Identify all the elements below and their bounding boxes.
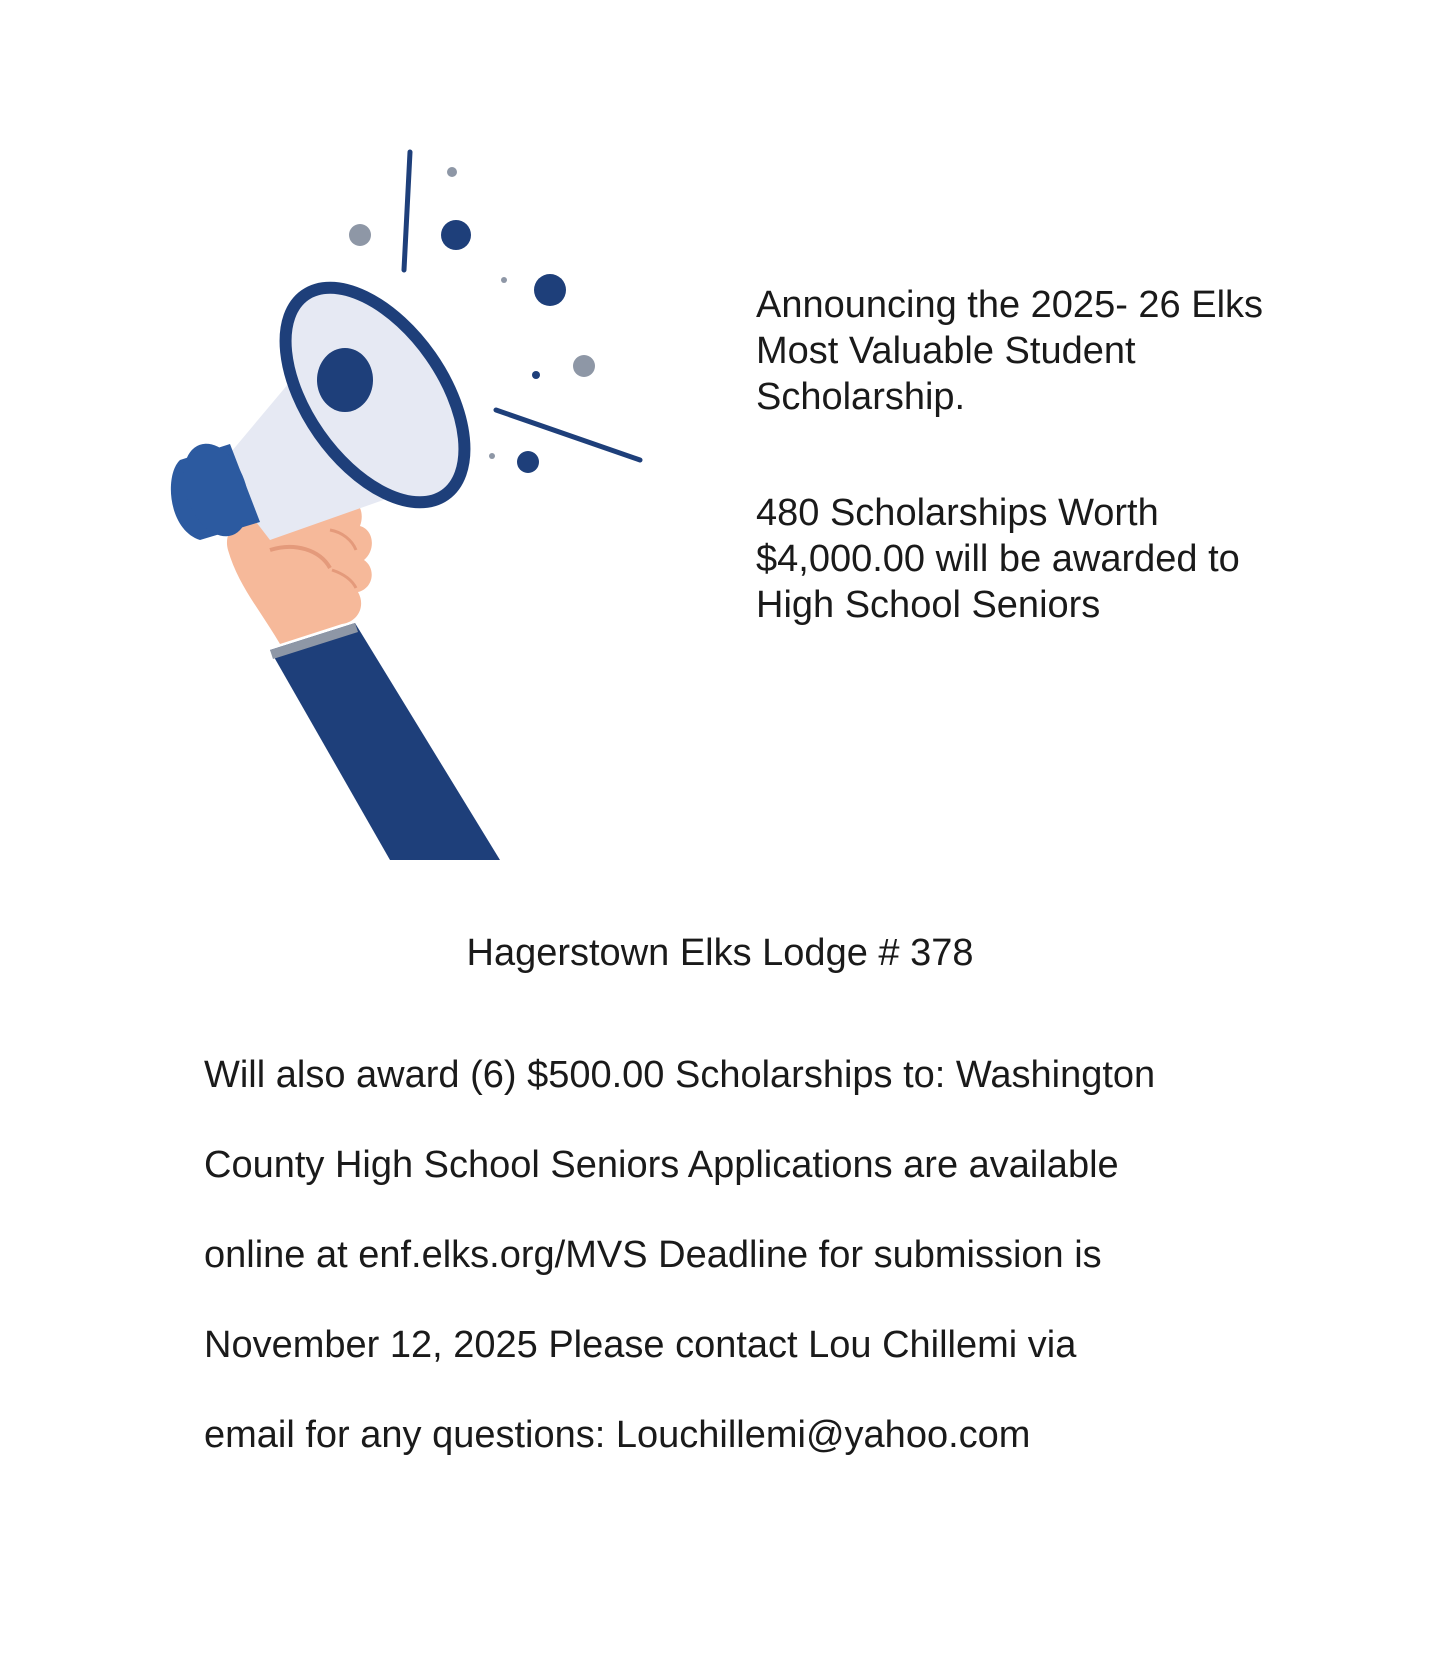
scholarship-count [756,490,1356,628]
announcement-title [756,282,1356,420]
scholarship-count-line: 480 Scholarships Worth [756,492,1159,534]
scholarship-count-line: High School Seniors [756,584,1101,626]
announcement-title-line: Most Valuable Student [756,330,1136,372]
announcement-title-line: Announcing the 2025- 26 Elks [756,284,1264,326]
announcement-block [756,282,1356,628]
megaphone-illustration [120,130,680,860]
scholarship-details [204,1052,1304,1502]
details-line: Will also award (6) $500.00 Scholarships to: Washington [204,1054,1156,1096]
details-line: November 12, 2025 Please contact Lou Chillemi via [204,1324,1077,1366]
scholarship-count-line: $4,000.00 will be awarded to [756,538,1240,580]
details-line: online at enf.elks.org/MVS Deadline for submission is [204,1234,1102,1276]
details-line: County High School Seniors Applications are available [204,1144,1119,1186]
lodge-name: Hagerstown Elks Lodge # 378 [466,932,974,974]
announcement-title-line: Scholarship. [756,376,966,418]
megaphone-icon [120,130,680,860]
details-line: email for any questions: Louchillemi@yahoo.com [204,1414,1031,1456]
